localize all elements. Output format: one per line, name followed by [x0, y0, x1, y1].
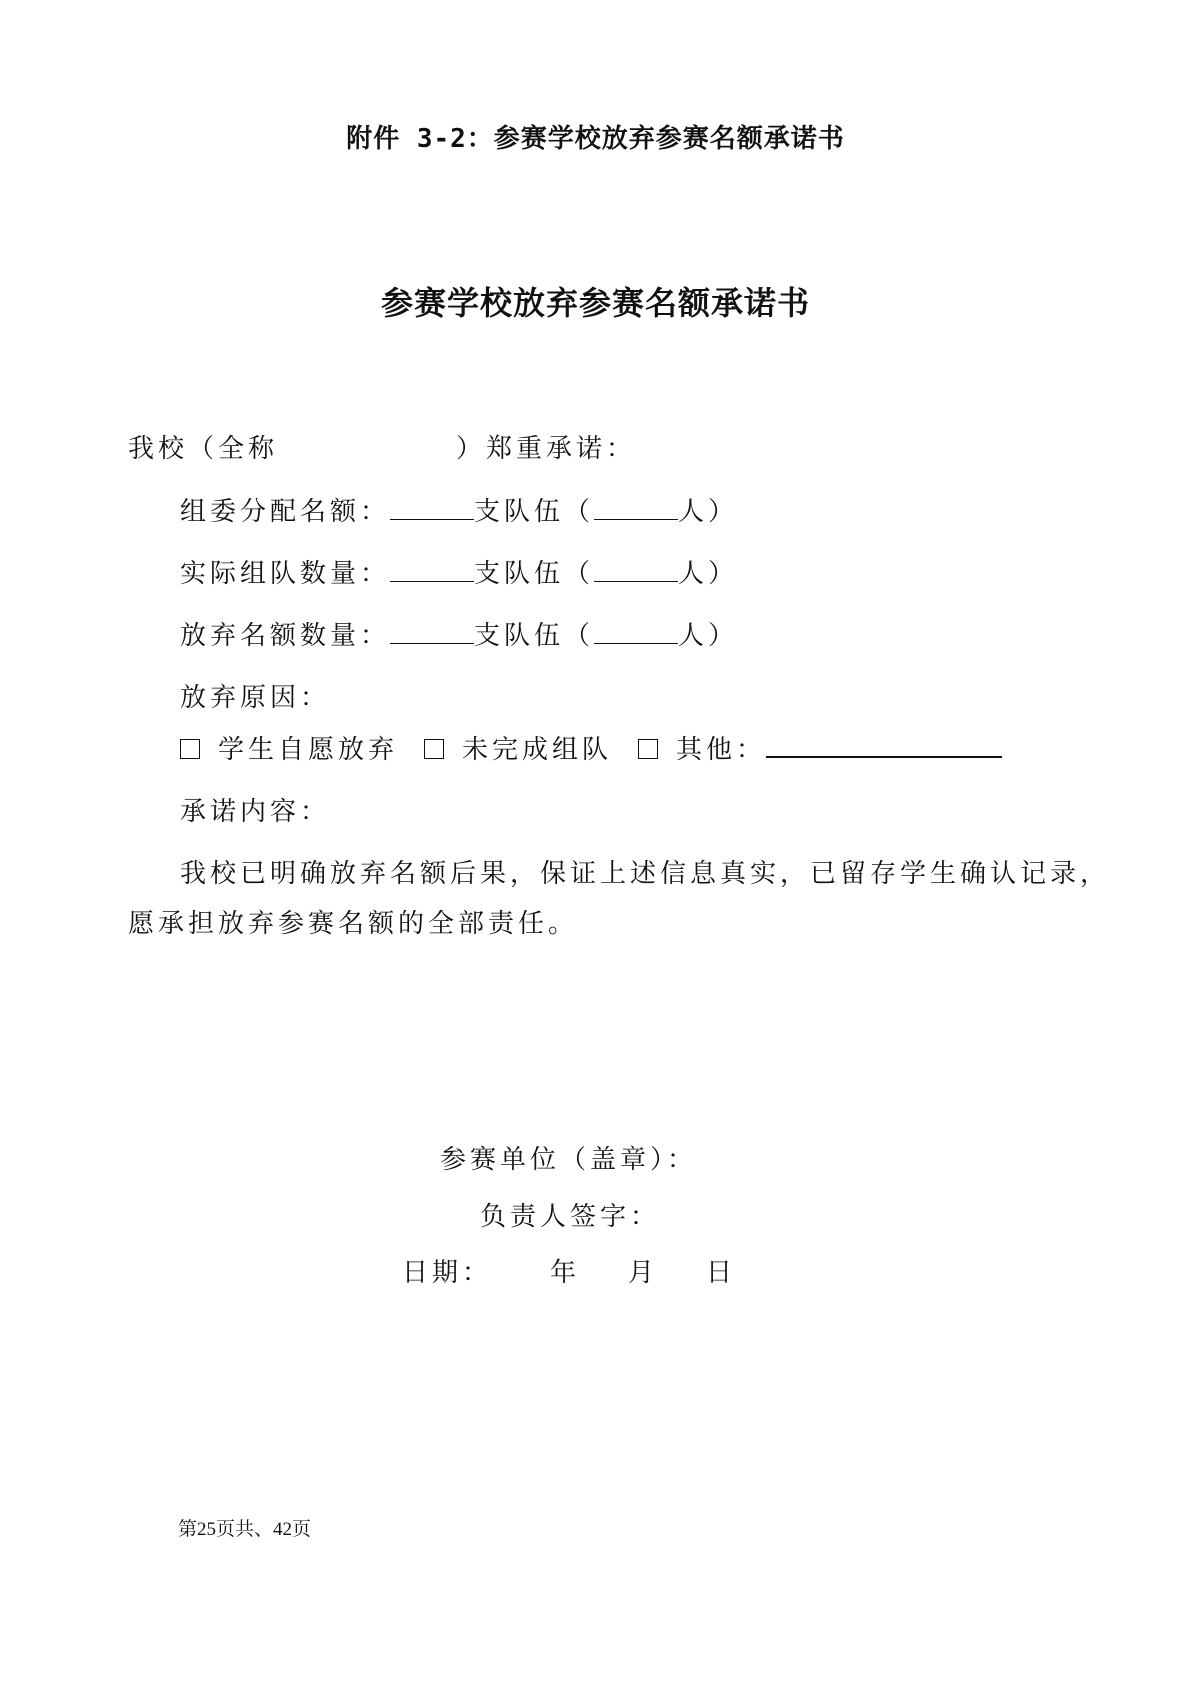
document-title: 参赛学校放弃参赛名额承诺书	[380, 284, 810, 322]
row-label: 实际组队数量：	[180, 559, 391, 589]
pledge-intro	[128, 428, 636, 465]
reason-option-other[interactable]	[638, 729, 766, 766]
reason-option-voluntary[interactable]	[180, 729, 398, 766]
teams-unit: 支队伍（	[474, 497, 595, 527]
reason-options	[180, 729, 1002, 766]
commitment-line-1: 我校已明确放弃名额后果，保证上述信息真实，已留存学生确认记录，	[180, 859, 1111, 889]
people-unit: 人）	[678, 497, 739, 527]
people-unit: 人）	[678, 559, 739, 589]
teams-field[interactable]	[390, 497, 474, 520]
checkbox-icon[interactable]	[424, 739, 444, 759]
checkbox-icon[interactable]	[180, 739, 200, 759]
commitment-line-2: 愿承担放弃参赛名额的全部责任。	[128, 909, 579, 939]
quota-row-actual	[180, 553, 738, 590]
people-field[interactable]	[594, 497, 678, 520]
teams-field[interactable]	[390, 559, 474, 582]
people-field[interactable]	[594, 559, 678, 582]
signature-date	[402, 1252, 736, 1289]
page-number: 第25页共、42页	[178, 1519, 312, 1540]
other-reason-field[interactable]	[766, 734, 1002, 758]
school-name-suffix: ）郑重承诺：	[456, 434, 637, 464]
teams-unit: 支队伍（	[474, 621, 595, 651]
year-label: 年	[550, 1258, 581, 1288]
teams-unit: 支队伍（	[474, 559, 595, 589]
checkbox-icon[interactable]	[638, 739, 658, 759]
reason-option-incomplete-team[interactable]	[424, 729, 612, 766]
option-label: 其他：	[676, 735, 767, 765]
people-field[interactable]	[594, 621, 678, 644]
day-label: 日	[706, 1258, 737, 1288]
row-label: 组委分配名额：	[180, 497, 391, 527]
row-label: 放弃名额数量：	[180, 621, 391, 651]
signature-person: 负责人签字：	[480, 1202, 661, 1232]
quota-row-abandoned	[180, 615, 738, 652]
option-label: 未完成组队	[462, 735, 613, 765]
date-label: 日期：	[402, 1258, 493, 1288]
option-label: 学生自愿放弃	[218, 735, 399, 765]
school-name-prefix: 我校（全称	[128, 434, 279, 464]
signature-unit: 参赛单位（盖章）：	[440, 1145, 698, 1175]
attachment-title: 附件 3-2：参赛学校放弃参赛名额承诺书	[346, 124, 845, 154]
reason-label: 放弃原因：	[180, 683, 331, 713]
month-label: 月	[628, 1258, 659, 1288]
people-unit: 人）	[678, 621, 739, 651]
commitment-label: 承诺内容：	[180, 797, 331, 827]
teams-field[interactable]	[390, 621, 474, 644]
quota-row-allocated	[180, 491, 738, 528]
